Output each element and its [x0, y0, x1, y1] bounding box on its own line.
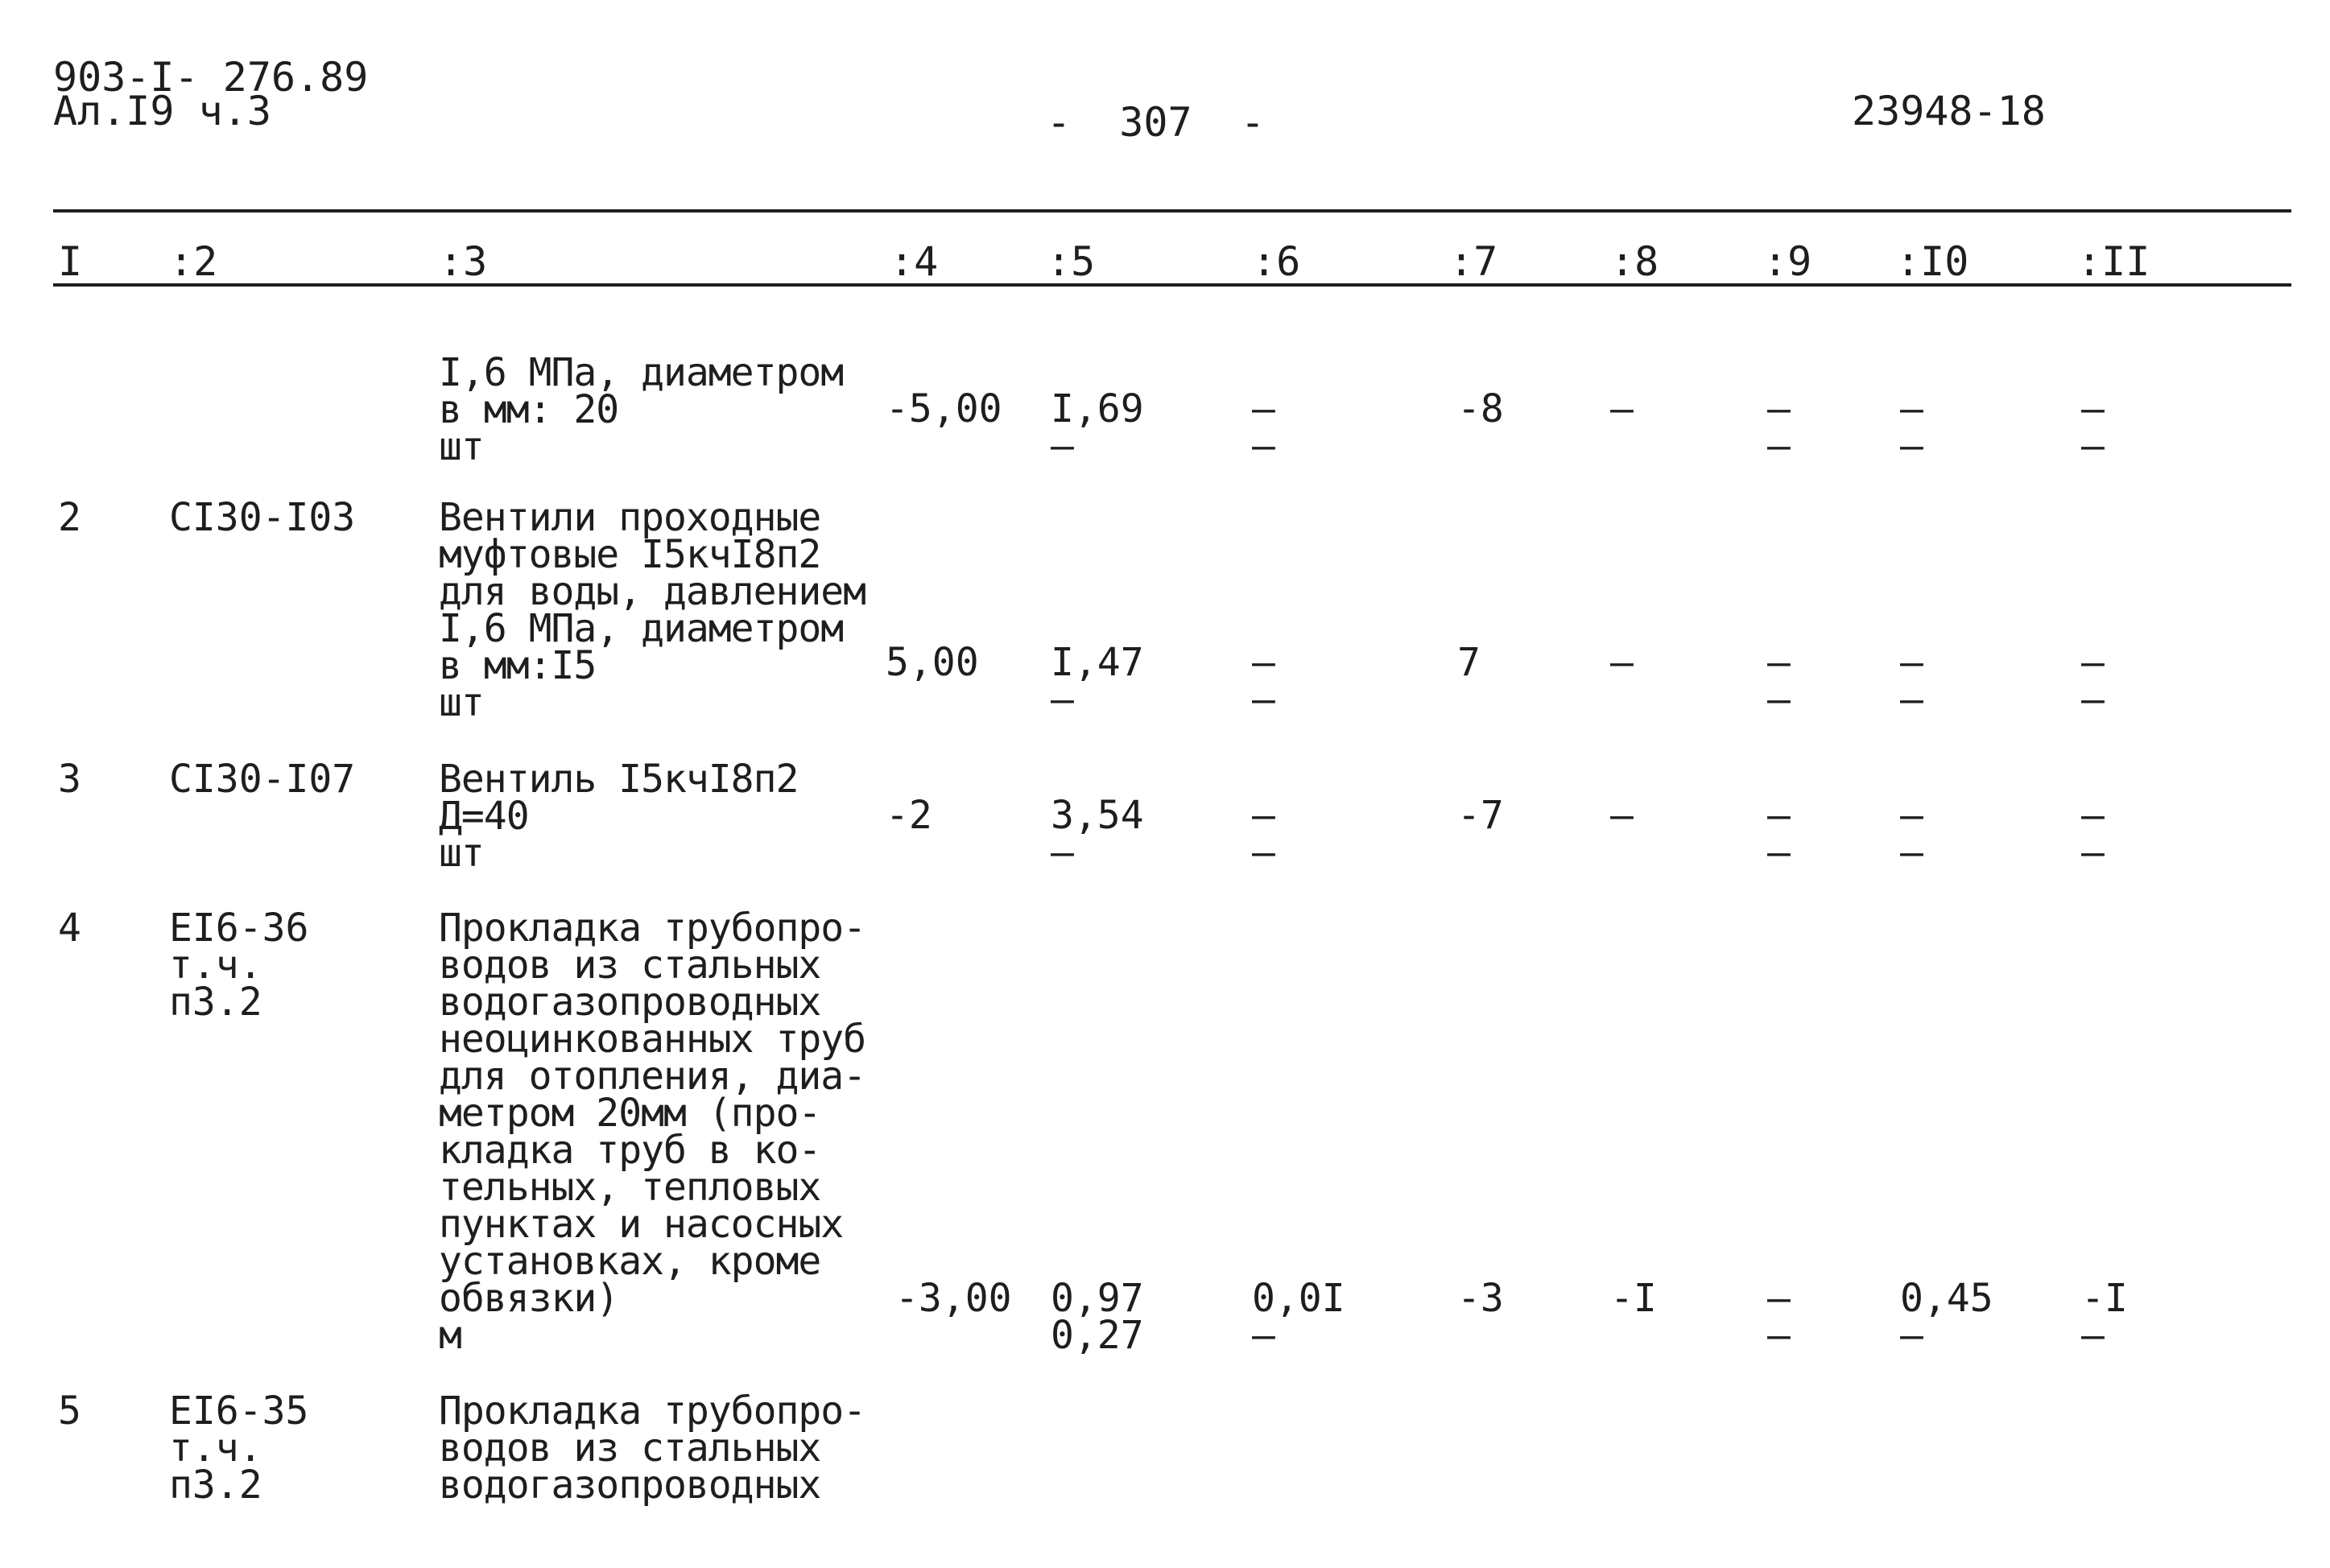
column-header-3: :3 — [439, 238, 488, 285]
row-3-col11: – – — [2081, 793, 2105, 875]
sheet-code: 23948-18 — [1852, 88, 2046, 134]
column-header-10: :I0 — [1896, 238, 1969, 285]
row-3-col6: – – — [1252, 793, 1275, 875]
row-3-description: Вентиль I5кчI8п2 Д=40 шт — [439, 757, 799, 876]
row-4-col9: – – — [1767, 1276, 1791, 1358]
row-4-col11: -I – — [2081, 1276, 2128, 1358]
column-header-4: :4 — [890, 238, 939, 285]
row-4-description: Прокладка трубопро- водов из стальных водогазопроводных неоцинкованных труб для отопления, диа- метром 20мм (про- кладка труб в ко- тельных, тепловых пунктах и насосных установках, кроме обвязки) м — [439, 906, 866, 1358]
row-2-col10: – – — [1900, 640, 1923, 722]
row-3-col7: -7 — [1457, 793, 1504, 838]
row-3-col10: – – — [1900, 793, 1923, 875]
row-3-code: CI30-I07 — [169, 757, 356, 802]
row-2-col8: – — [1610, 640, 1634, 685]
row-4-col4: -3,00 — [895, 1276, 1012, 1321]
row-2-col6: – – — [1252, 640, 1275, 722]
column-header-1: I — [58, 238, 83, 285]
row-1-col11: – – — [2081, 386, 2105, 468]
row-3-col5: 3,54 – — [1051, 793, 1144, 875]
column-header-9: :9 — [1763, 238, 1812, 285]
column-header-11: :II — [2077, 238, 2150, 285]
row-4-col8: -I — [1610, 1276, 1657, 1321]
row-1-col10: – – — [1900, 386, 1923, 468]
row-1-col4: -5,00 — [886, 386, 1002, 431]
row-3-col4: -2 — [886, 793, 932, 838]
row-2-description: Вентили проходные муфтовые I5кчI8п2 для воды, давлением I,6 МПа, диаметром в мм:I5 шт — [439, 495, 866, 725]
row-4-col5: 0,97 0,27 — [1051, 1276, 1144, 1358]
row-2-col11: – – — [2081, 640, 2105, 722]
row-1-col5: I,69 – — [1051, 386, 1144, 468]
document-part: Ал.I9 ч.3 — [53, 88, 271, 134]
row-3-col8: – — [1610, 793, 1634, 838]
row-3-number: 3 — [58, 757, 81, 802]
row-2-col7: 7 — [1457, 640, 1481, 685]
row-5-code: EI6-35 т.ч. п3.2 — [169, 1389, 309, 1508]
row-5-description: Прокладка трубопро- водов из стальных водогазопроводных — [439, 1389, 866, 1508]
row-3-col9: – – — [1767, 793, 1791, 875]
document-code: 903-I- 276.89 — [53, 54, 369, 101]
row-2-col4: 5,00 — [886, 640, 979, 685]
page-number: - 307 - — [1047, 99, 1265, 146]
column-header-6: :6 — [1252, 238, 1301, 285]
row-1-description: I,6 МПа, диаметром в мм: 20 шт — [439, 350, 844, 469]
row-2-code: CI30-I03 — [169, 495, 356, 540]
column-header-8: :8 — [1610, 238, 1659, 285]
row-5-number: 5 — [58, 1389, 81, 1434]
row-1-col6: – – — [1252, 386, 1275, 468]
row-4-col10: 0,45 – — [1900, 1276, 1993, 1358]
column-header-7: :7 — [1449, 238, 1498, 285]
row-2-col9: – – — [1767, 640, 1791, 722]
row-2-number: 2 — [58, 495, 81, 540]
row-1-col7: -8 — [1457, 386, 1504, 431]
header-top-rule — [53, 209, 2291, 213]
row-4-col6: 0,0I – — [1252, 1276, 1345, 1358]
column-header-2: :2 — [169, 238, 218, 285]
row-4-code: EI6-36 т.ч. п3.2 — [169, 906, 309, 1025]
row-4-number: 4 — [58, 906, 81, 951]
row-2-col5: I,47 – — [1051, 640, 1144, 722]
row-4-col7: -3 — [1457, 1276, 1504, 1321]
column-header-5: :5 — [1047, 238, 1096, 285]
row-1-col9: – – — [1767, 386, 1791, 468]
row-1-col8: – — [1610, 386, 1634, 431]
